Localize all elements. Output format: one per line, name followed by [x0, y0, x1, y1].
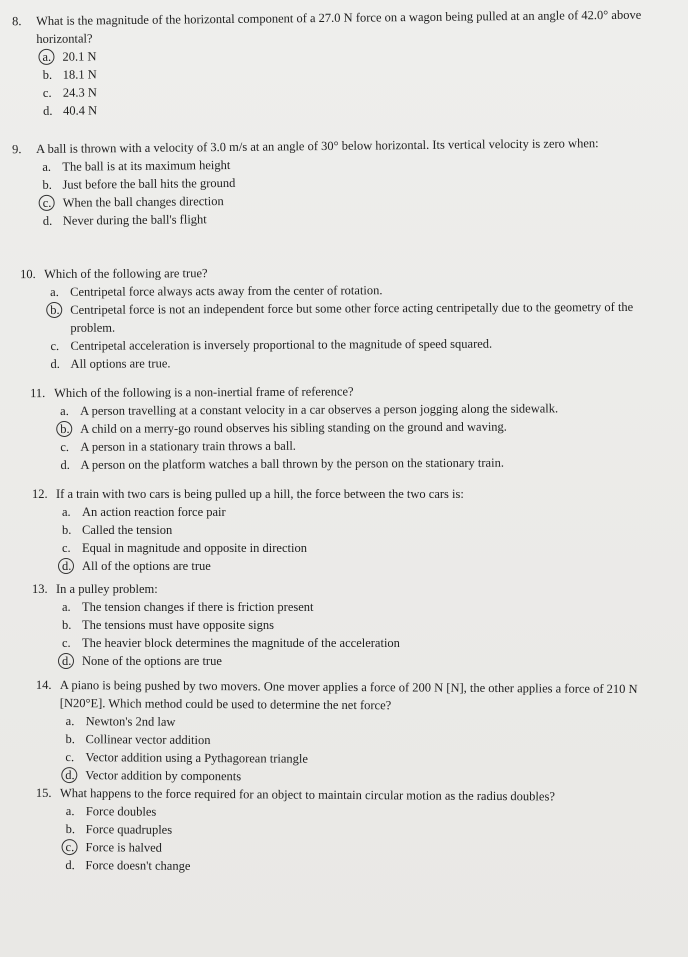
option-c: c. The heavier block determines the magnitude of the acceleration [62, 636, 400, 650]
options-list [59, 712, 639, 788]
option-d: d. A person on the platform watches a ball thrown by the person on the stationary train. [60, 455, 504, 472]
question-stem: 12. If a train with two cars is being pulled up a hill, the force between the two cars is: [32, 487, 464, 501]
option-a: a. The tension changes if there is friction present [62, 600, 314, 614]
question-number: 12. [32, 487, 48, 501]
options-list [54, 399, 664, 474]
question-15 [35, 784, 640, 878]
question-stem: 8. What is the magnitude of the horizontal component of a 27.0 N force on a wagon being pulled at an angle of 42.0° above horizontal? [12, 7, 642, 46]
option-a: a. The ball is at its maximum height [42, 157, 231, 174]
option-a: a. An action reaction force pair [62, 505, 226, 519]
option-c: c. Centripetal acceleration is inversely proportional to the magnitude of speed squared. [50, 336, 493, 353]
option-b: b. Force quadruples [65, 822, 173, 837]
option-c: c. When the ball changes direction [37, 188, 657, 212]
option-b: b. Called the tension [62, 523, 173, 537]
options-list [36, 152, 657, 230]
options-list [59, 802, 639, 878]
option-b: b. Collinear vector addition [65, 732, 211, 748]
question-12 [32, 485, 656, 575]
option-c: c. Equal in magnitude and opposite in direction [62, 541, 307, 555]
option-a: a. Centripetal force always acts away from the center of rotation. [50, 283, 383, 299]
question-number: 11. [30, 386, 46, 401]
question-stem: 15. What happens to the force required for an object to maintain circular motion as the radius doubles? [35, 785, 555, 804]
question-10 [20, 262, 665, 373]
option-a: a. 20.1 N [36, 42, 651, 66]
options-list [56, 503, 656, 575]
option-b: b. A child on a merry-go round observes his sibling standing on the ground and waving. [54, 417, 664, 438]
option-d: d. All of the options are true [56, 557, 656, 575]
option-c: c. Vector addition using a Pythagorean triangle [65, 750, 308, 766]
option-c: c. 24.3 N [42, 85, 97, 100]
options-list [44, 280, 664, 373]
option-b: b. Just before the ball hits the ground [42, 175, 236, 192]
question-stem: 14. A piano is being pushed by two movers. One mover applies a force of 200 N [N], the other applies a force of 210 N [N20°E]. Which method could be used to determine the net force? [35, 677, 638, 713]
question-number: 10. [20, 267, 36, 282]
option-a: a. Newton's 2nd law [65, 714, 176, 729]
option-b: b. Centripetal force is not an independent force but some other force acting centripetally due to the geometry of the problem. [44, 298, 664, 337]
question-number: 15. [35, 785, 52, 800]
option-b: b. 18.1 N [42, 67, 97, 82]
question-11 [30, 381, 664, 474]
option-c: c. Force is halved [59, 838, 639, 860]
options-list [56, 598, 656, 670]
question-number: 14. [35, 677, 52, 692]
question-stem: 13. In a pulley problem: [32, 582, 158, 596]
question-stem: 11. Which of the following is a non-inertial frame of reference? [30, 384, 354, 401]
question-number: 8. [12, 14, 22, 29]
option-a: a. Force doubles [65, 804, 157, 819]
question-13 [32, 580, 656, 670]
option-d: d. 40.4 N [42, 103, 98, 118]
option-d: d. All options are true. [50, 356, 171, 371]
option-d: d. Never during the ball's flight [42, 212, 207, 228]
option-d: d. None of the options are true [56, 652, 656, 670]
question-14 [35, 676, 640, 788]
option-d: d. Vector addition by components [59, 766, 639, 788]
question-stem: 10. Which of the following are true? [20, 266, 208, 282]
option-b: b. The tensions must have opposite signs [62, 618, 274, 632]
question-stem: 9. A ball is thrown with a velocity of 3.0 m/s at an angle of 30° below horizontal. Its vertical velocity is zero when: [12, 136, 599, 157]
option-c: c. A person in a stationary train throws a ball. [60, 438, 296, 454]
option-a: a. A person travelling at a constant velocity in a car observes a person jogging along the sidewalk. [60, 401, 559, 418]
options-list [36, 42, 652, 120]
option-d: d. Force doesn't change [65, 858, 191, 873]
question-8 [12, 6, 652, 120]
question-number: 9. [12, 142, 22, 157]
question-9 [12, 134, 657, 230]
question-number: 13. [32, 582, 48, 596]
